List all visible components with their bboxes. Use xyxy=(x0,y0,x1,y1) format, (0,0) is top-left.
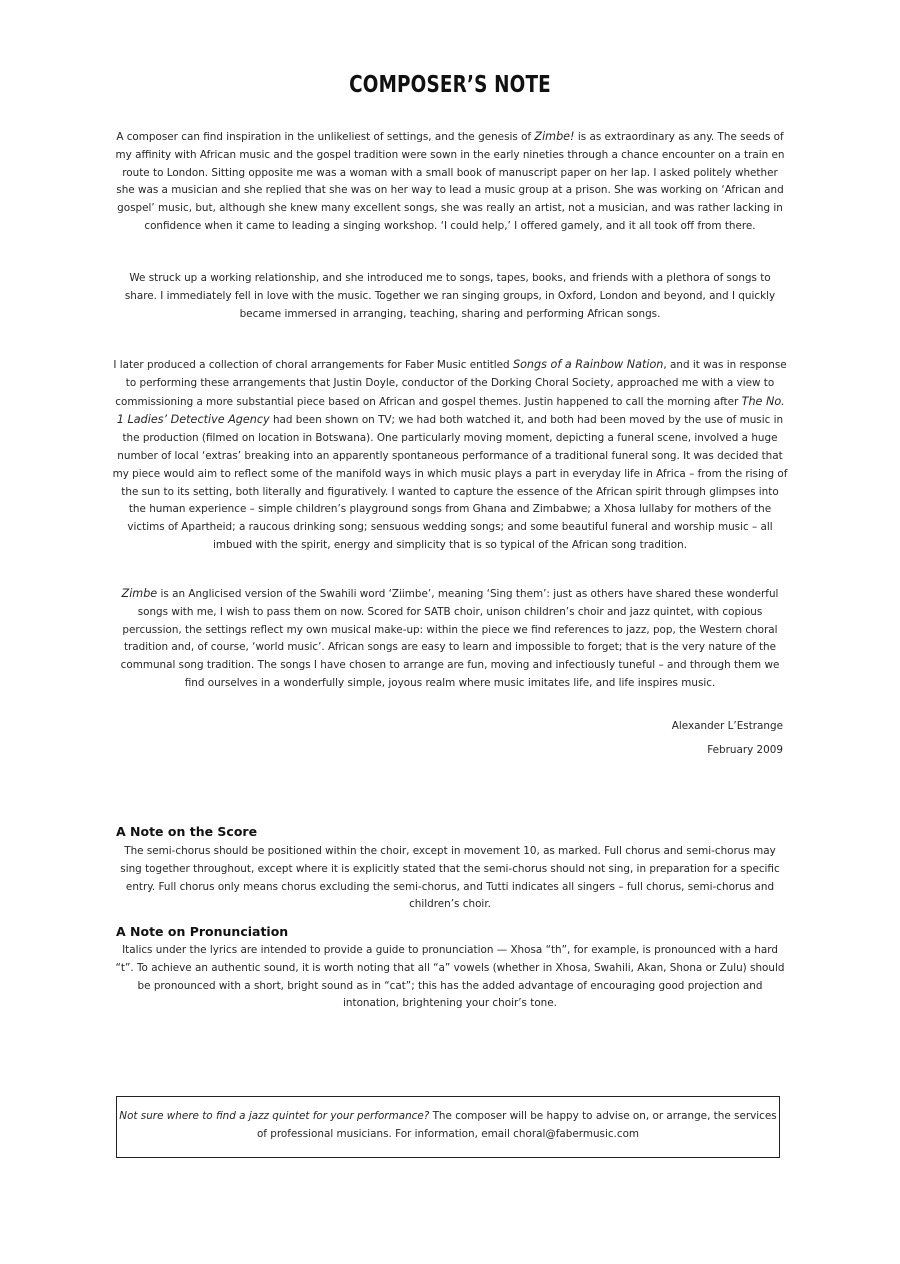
info-box-details: The composer will be happy to advise on, or arrange, the services of professional musicians. For information, email choral@fabermusic.com xyxy=(256,1110,777,1140)
pronunciation-note-text: Italics under the lyrics are intended to provide a guide to pronunciation — Xhosa “th”, for example, is pronounced with a hard “t”. To achieve an authentic sound, it is worth noting that all “a” vowels (whether in Xhosa, Swahili, Akan, Shona or Zulu) should be pronounced with a short, bright sound as in “cat”; this has the added advantage of encouraging good projection and intonation, brightening your choir’s tone. xyxy=(115,944,785,1010)
pronunciation-note-heading: A Note on Pronunciation xyxy=(116,924,289,939)
signature-name: Alexander L’Estrange xyxy=(671,720,783,732)
info-box-text xyxy=(117,1107,779,1143)
p3-programme-title: The No. 1 Ladies’ Detective Agency xyxy=(116,394,785,427)
score-note-heading: A Note on the Score xyxy=(116,824,258,839)
p3-collection-title: Songs of a Rainbow Nation xyxy=(512,358,664,371)
p3-text-after: had been shown on TV; we had both watched it, and both had been moved by the use of music in the production (filmed on location in Botswana). One particularly moving moment, depicting a funeral scene, involved a huge number of local ‘extras’ breaking into an apparently spontaneous performance of a traditional funeral song. It was decided that my piece would aim to reflect some of the manifold ways in which music plays a part in everyday life in Africa – from the rising of the sun to its setting, both literally and figuratively. I wanted to capture the essence of the African spirit through glimpses into the human experience – simple children’s playground songs from Ghana and Zimbabwe; a Xhosa lullaby for mothers of the victims of Apartheid; a raucous drinking song; sensuous wedding songs; and some beautiful funeral and worship music – all imbued with the spirit, energy and simplicity that is so typical of the African song tradition. xyxy=(112,414,788,551)
score-note-text: The semi-chorus should be positioned within the choir, except in movement 10, as marked. Full chorus and semi-chorus may sing together throughout, except where it is explicitly stated that the semi-chorus should not sing, in preparation for a specific entry. Full chorus only means chorus excluding the semi-chorus, and Tutti indicates all singers – full chorus, semi-chorus and children’s choir. xyxy=(120,845,780,911)
p4-work-title: Zimbe xyxy=(121,587,158,600)
p1-text-after: is as extraordinary as any. The seeds of my affinity with African music and the gospel tradition were sown in the early nineties through a chance encounter on a train en route to London. Sitting opposite me was a woman with a small book of manuscript paper on her lap. I asked politely whether she was a musician and she replied that she was on her way to lead a music group at a prison. She was working on ‘African and gospel’ music, but, although she knew many excellent songs, she was really an artist, not a musician, and was rather lacking in confidence when it came to leading a singing workshop. ‘I could help,’ I offered gamely, and it all took off from there. xyxy=(115,131,785,232)
p3-text-before: I later produced a collection of choral arrangements for Faber Music entitled xyxy=(113,359,513,371)
p4-text-after: is an Anglicised version of the Swahili word ‘Ziimbe’, meaning ‘Sing them’: just as others have shared these wonderful songs with me, I wish to pass them on now. Scored for SATB choir, unison children’s choir and jazz quintet, with copious percussion, the settings reflect my own musical make-up: within the piece we find references to jazz, pop, the Western choral tradition and, of course, ‘world music’. African songs are easy to learn and impossible to forget; that is the very nature of the communal song tradition. The songs I have chosen to arrange are fun, moving and infectiously tuneful – and through them we find ourselves in a wonderfully simple, joyous realm where music imitates life, and life inspires music. xyxy=(120,588,780,689)
info-box-question: Not sure where to find a jazz quintet for your performance? xyxy=(119,1110,430,1122)
p1-text-before: A composer can find inspiration in the unlikeliest of settings, and the genesis of xyxy=(116,131,535,143)
jazz-quintet-info-box xyxy=(116,1096,780,1158)
paragraph-commission xyxy=(112,356,788,555)
paragraph-genesis xyxy=(112,128,788,236)
paragraph-meaning xyxy=(112,585,788,693)
page-title: COMPOSER’S NOTE xyxy=(349,72,551,98)
p3-text-middle: , and it was in response to performing these arrangements that Justin Doyle, conductor of the Dorking Choral Society, approached me with a view to commissioning a more substantial piece based on African and gospel themes. Justin happened to call the morning after xyxy=(115,359,787,408)
p2-text: We struck up a working relationship, and she introduced me to songs, tapes, books, and friends with a plethora of songs to share. I immediately fell in love with the music. Together we ran singing groups, in Oxford, London and beyond, and I quickly became immersed in arranging, teaching, sharing and performing African songs. xyxy=(124,272,776,320)
signature-date: February 2009 xyxy=(707,744,783,756)
p1-work-title: Zimbe! xyxy=(534,130,575,143)
paragraph-working-relationship xyxy=(112,270,788,323)
